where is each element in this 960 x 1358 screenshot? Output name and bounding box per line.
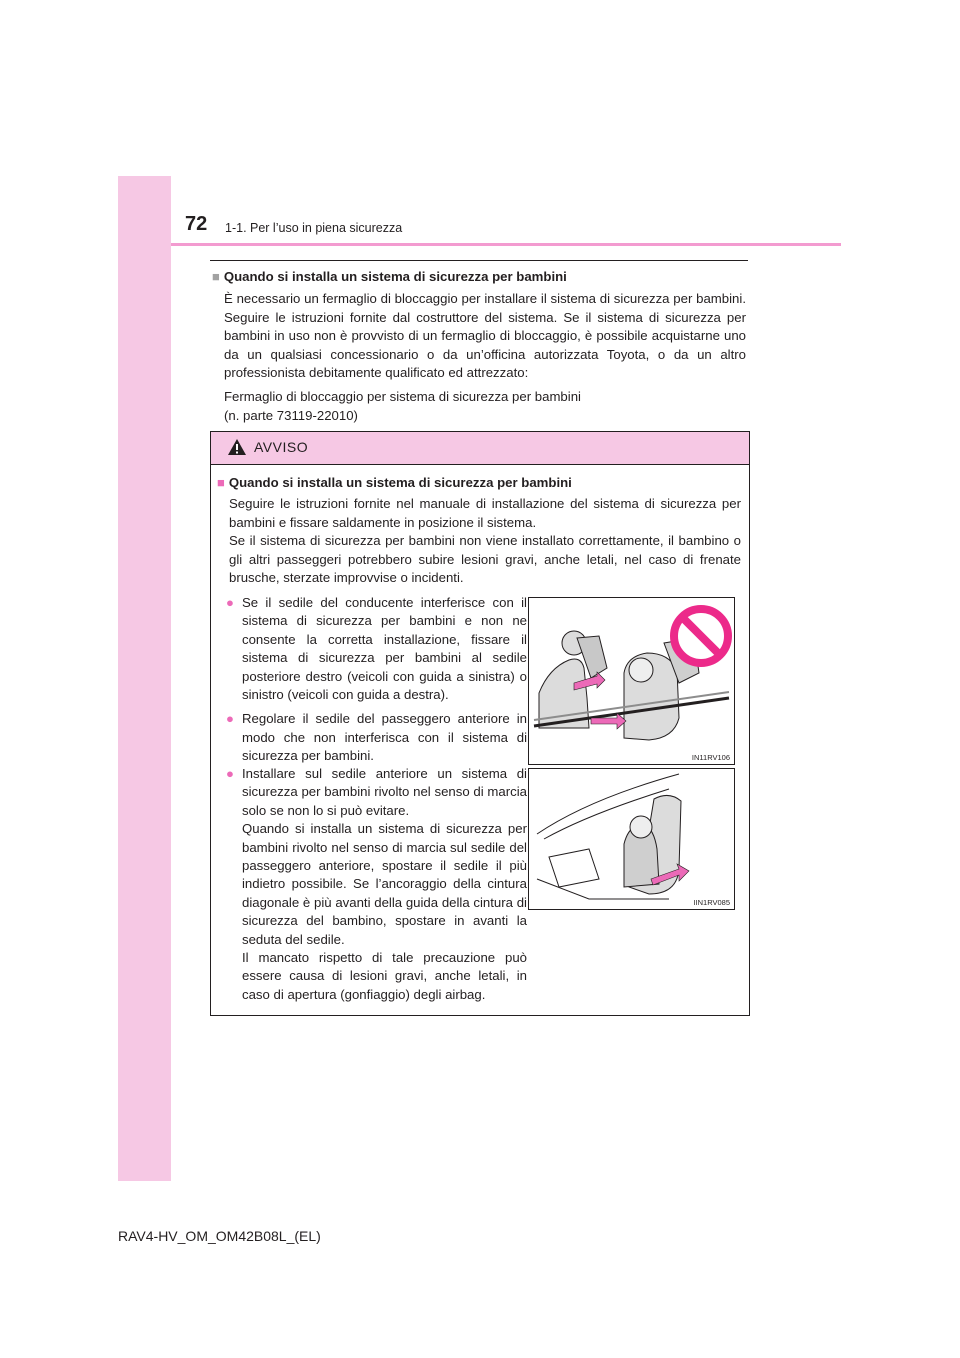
prohibition-icon: [674, 609, 728, 663]
square-bullet-icon: ■: [217, 475, 225, 490]
section-paragraph: È necessario un fermaglio di bloccaggio per installare il sistema di sicurezza per bambini. Seguire le istruzioni fornite dal costruttore del sistema. Se il sistema di sicurezza per bambini in uso non è provvisto di un fermaglio di bloccaggio, è possibile acquistarne uno da un qualsiasi concessionario o da un’officina autorizzata Toyota, o da un altro professionista debitamente qualificato ed attrezzato:: [224, 291, 746, 381]
warning-bullet-3: [217, 765, 527, 1004]
warning-box: [210, 431, 750, 1016]
front-seat-illustration: [529, 769, 734, 909]
section-heading: ■ Quando si installa un sistema di sicurezza per bambini: [212, 269, 567, 284]
list-item: ● Regolare il sedile del passeggero anteriore in modo che non interferisca con il sistema di sicurezza per bambini.: [226, 711, 527, 764]
square-bullet-icon: ■: [212, 269, 220, 284]
warning-intro: [217, 474, 741, 587]
side-tab: [118, 176, 171, 1181]
warning-text-1: Seguire le istruzioni fornite nel manuale di installazione del sistema di sicurezza per bambini e fissare saldamente in posizione il sistema.: [229, 496, 741, 530]
page-number: 72: [185, 213, 208, 235]
illustration-front-seat-child-seat: [528, 768, 735, 910]
warning-label: AVVISO: [254, 439, 309, 455]
warning-bullets: [217, 594, 527, 772]
warning-text-2: Se il sistema di sicurezza per bambini non viene installato correttamente, il bambino o gli altri passeggeri potrebbero subire lesioni gravi, anche letali, nel caso di frenate brusche, sterzate improvvise o incidenti.: [229, 533, 741, 586]
list-item: ● Se il sedile del conducente interferisce con il sistema di sicurezza per bambini e non ne consente la corretta installazione, fissare il sistema di sicurezza per bambini al sedile posteriore destro (veicoli con guida a sinistra) o sinistro (veicoli con guida a destra).: [226, 595, 527, 703]
chapter-title: 1-1. Per l’uso in piena sicurezza: [225, 221, 403, 235]
list-item: ● Installare sul sedile anteriore un sistema di sicurezza per bambini rivolto nel senso di marcia solo se non lo si può evitare. Quando si installa un sistema di sicurezza per bambini rivolto nel senso di marcia sul sedile del passeggero anteriore, spostare il sedile il più indietro possibile. Se l’ancoraggio della cintura diagonale è più avanti della guida della cintura di sicurezza del bambino, spostare in avanti la seduta del sedile. Il mancato rispetto di tale precauzione può essere causa di lesioni gravi, anche letali, in caso di apertura (gonfiaggio) degli airbag.: [226, 766, 527, 1002]
section-body: [212, 268, 746, 425]
bullet-dot-icon: ●: [226, 766, 234, 781]
warning-triangle-icon: [227, 438, 247, 456]
warning-heading: ■ Quando si installa un sistema di sicurezza per bambini: [217, 475, 572, 490]
bullet-dot-icon: ●: [226, 595, 234, 610]
warning-header: [211, 432, 749, 465]
figure-code: IIN1RV085: [693, 898, 730, 907]
bullet-dot-icon: ●: [226, 711, 234, 727]
car-seat-illustration: [529, 598, 734, 764]
header-rule: [171, 243, 841, 246]
section-rule: [210, 260, 748, 261]
illustration-driver-seat-interference: [528, 597, 735, 765]
part-number-text: Fermaglio di bloccaggio per sistema di sicurezza per bambini (n. parte 73119-22010): [224, 389, 581, 423]
footer-code: RAV4-HV_OM_OM42B08L_(EL): [118, 1228, 321, 1244]
figure-code: IN11RV106: [691, 753, 730, 762]
